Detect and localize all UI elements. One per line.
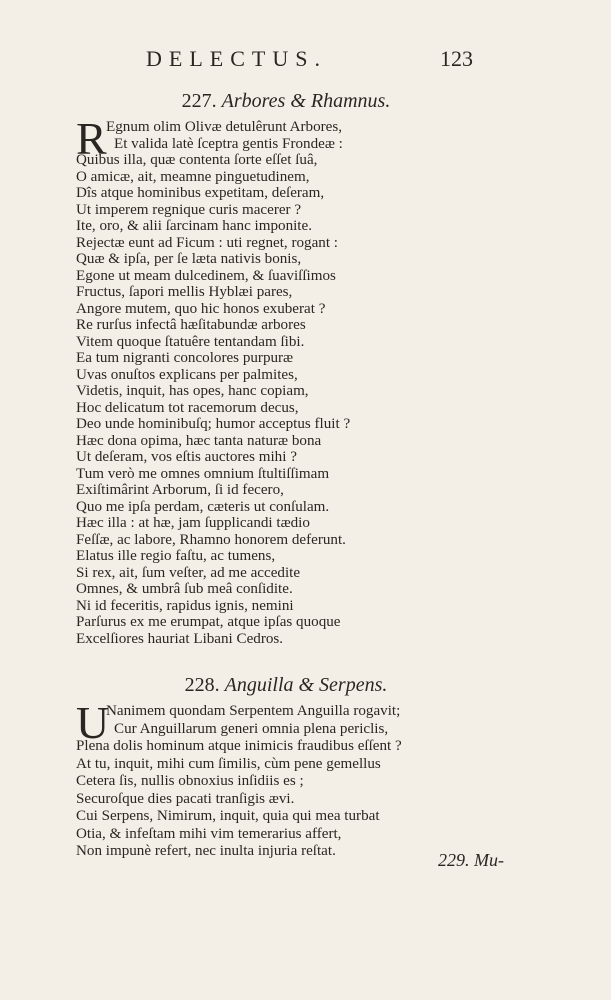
verse-lines	[76, 721, 496, 861]
verse-line: Dîs atque hominibus expetitam, deſeram,	[76, 185, 325, 201]
fable-number: 228.	[184, 674, 220, 696]
verse-line: Et valida latè ſceptra gentis Frondeæ :	[114, 135, 343, 152]
verse-line: Fructus, ſapori mellis Hyblæi pares,	[76, 284, 293, 300]
verse-line: Hæc illa : at hæ, jam ſupplicandi tædio	[76, 515, 310, 531]
verse-line: Tum verò me omnes omnium ſtultiſſimam	[76, 465, 330, 482]
verse-lines	[76, 136, 496, 648]
verse-line: At tu, inquit, mihi cum ſimilis, cùm pene gemellus	[76, 755, 381, 772]
verse-line: Ite, oro, & alii ſarcinam hanc imponite.	[76, 218, 312, 234]
verse-line: Ni id feceritis, rapidus ignis, nemini	[76, 597, 294, 614]
verse-line: O amicæ, ait, meamne pinguetudinem,	[76, 168, 310, 185]
running-head	[0, 46, 611, 74]
verse-line: Quæ & ipſa, per ſe læta nativis bonis,	[76, 251, 302, 267]
verse-line: Quo me ipſa perdam, cæteris ut conſulam.	[76, 498, 330, 515]
verse-block	[76, 697, 496, 861]
verse-line: Angore mutem, quo hic honos exuberat ?	[76, 300, 326, 317]
fable-number: 227.	[181, 90, 217, 112]
drop-initial: R	[76, 113, 107, 164]
verse-line: Securoſque dies pacati tranſigis ævi.	[76, 790, 295, 807]
verse-line: Ea tum nigranti concolores purpuræ	[76, 350, 294, 366]
verse-line: Otia, & infeſtam mihi vim temerarius affert,	[76, 825, 342, 842]
fable-title	[76, 88, 496, 114]
verse-line: Non impunè refert, nec inulta injuria reſtat.	[76, 843, 336, 859]
fable-228	[76, 672, 496, 861]
page-number: 123	[440, 46, 473, 71]
verse-line: Deo unde hominibuſq; humor acceptus fluit ?	[76, 416, 351, 432]
verse-block	[76, 113, 496, 647]
fable-title	[76, 672, 496, 698]
verse-line: Omnes, & umbrâ ſub meâ conſidite.	[76, 581, 293, 597]
verse-line: Re rurſus infectâ hæſitabundæ arbores	[76, 317, 306, 333]
fable-heading: Arbores & Rhamnus.	[221, 90, 391, 112]
verse-line: Egone ut meam dulcedinem, & ſuaviſſimos	[76, 267, 336, 284]
running-title: DELECTUS.	[146, 46, 327, 71]
verse-line: Uvas onuſtos explicans per palmites,	[76, 366, 298, 383]
verse-line: Si rex, ait, ſum veſter, ad me accedite	[76, 564, 301, 581]
verse-line: Hoc delicatum tot racemorum decus,	[76, 399, 299, 416]
verse-line: Cur Anguillarum generi omnia plena periclis,	[114, 720, 389, 737]
verse-line: Hæc dona opima, hæc tanta naturæ bona	[76, 432, 322, 449]
verse-line: Cetera ſis, nullis obnoxius inſidiis es ;	[76, 773, 304, 789]
verse-line: Ut deſeram, vos eſtis auctores mihi ?	[76, 449, 297, 465]
verse-line: Egnum olim Olivæ detulêrunt Arbores,	[106, 119, 343, 135]
verse-line: Nanimem quondam Serpentem Anguilla rogavit;	[106, 703, 401, 719]
fable-heading: Anguilla & Serpens.	[224, 674, 388, 696]
verse-line: Rejectæ eunt ad Ficum : uti regnet, rogant :	[76, 234, 338, 251]
verse-line: Feſſæ, ac labore, Rhamno honorem deferunt.	[76, 531, 346, 548]
verse-line: Plena dolis hominum atque inimicis fraudibus eſſent ?	[76, 738, 402, 754]
drop-initial: U	[76, 697, 110, 748]
verse-line: Ut imperem regnique curis macerer ?	[76, 201, 302, 218]
verse-line: Elatus ille regio faſtu, ac tumens,	[76, 548, 276, 564]
verse-line: Parſurus ex me erumpat, atque ipſas quoque	[76, 614, 341, 630]
verse-line: Cui Serpens, Nimirum, inquit, quia qui mea turbat	[76, 808, 380, 824]
fable-227	[76, 88, 496, 647]
catchword: 229. Mu-	[438, 850, 504, 870]
verse-line: Excelſiores hauriat Libani Cedros.	[76, 630, 284, 647]
verse-line: Quibus illa, quæ contenta ſorte eſſet ſuâ,	[76, 152, 318, 168]
verse-line: Videtis, inquit, has opes, hanc copiam,	[76, 383, 309, 399]
verse-line: Vitem quoque ſtatuêre tentandam ſibi.	[76, 333, 305, 350]
verse-line: Exiſtimârint Arborum, ſi id fecero,	[76, 482, 284, 498]
